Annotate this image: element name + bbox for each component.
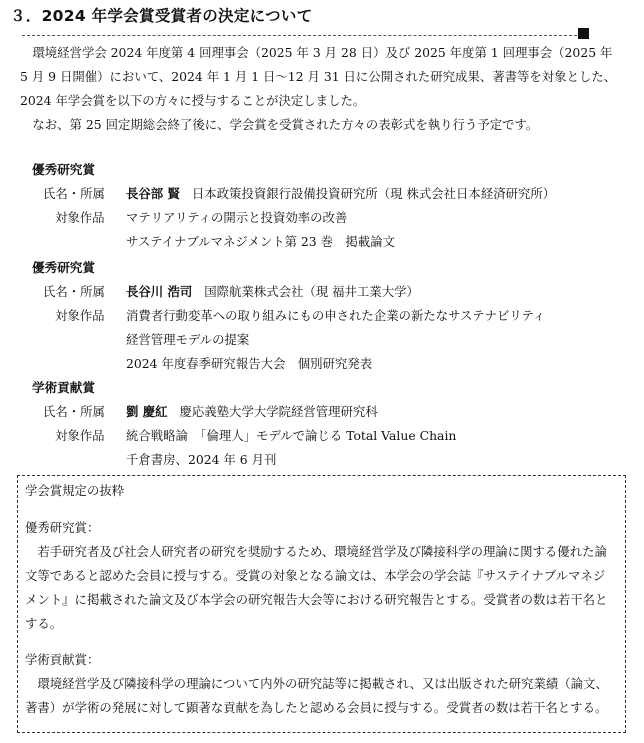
rule-subheading: 学術貢献賞： [25,652,100,667]
intro-text [20,41,622,137]
recipient-name: 長谷部 賢 [126,186,180,201]
work-row [32,424,622,448]
rule-end-square [578,28,589,39]
name-row [32,280,622,304]
award-block [32,376,622,472]
award-title: 優秀研究賞 [32,260,95,275]
recipient-name: 劉 慶紅 [126,404,168,419]
work-line: マテリアリティの開示と投資効率の改善 [126,210,348,225]
name-label: 氏名・所属 [43,284,105,299]
rules-heading: 学会賞規定の抜粋 [25,483,125,498]
name-label: 氏名・所属 [43,404,105,419]
work-line: 消費者行動変革への取り組みにもの申された企業の新たなサステナビリティ [126,308,546,323]
award-title: 学術貢献賞 [32,380,95,395]
section-heading: ３．2024 年学会賞受賞者の決定について [10,7,313,25]
dashed-rule [22,35,577,36]
work-row [32,328,622,352]
work-label: 対象作品 [55,210,105,225]
intro-paragraph-2: なお、第 25 回定期総会終了後に、学会賞を受賞された方々の表彰式を執り行う予定です。 [32,117,539,132]
name-row [32,400,622,424]
work-line: 統合戦略論 「倫理人」モデルで論じる Total Value Chain [126,428,457,443]
work-line: 経営管理モデルの提案 [126,332,250,347]
work-line: サステイナブルマネジメント第 23 巻 掲載論文 [126,234,395,249]
work-label: 対象作品 [55,308,105,323]
work-row [32,352,622,376]
work-label: 対象作品 [55,428,105,443]
work-row [32,448,622,472]
work-row [32,304,622,328]
rules-excerpt-box [17,475,626,733]
recipient-affiliation: 慶応義塾大学大学院経営管理研究科 [179,404,378,419]
rule-subheading: 優秀研究賞： [25,520,100,535]
rule-text: 環境経営学及び隣接科学の理論について内外の研究誌等に掲載され、又は出版された研究業績（論文、著書）が学術の発展に対して顕著な貢献を為したと認める会員に授与する。受賞者の数は若干名とする。 [25,676,608,715]
intro-paragraph-1: 環境経営学会 2024 年度第 4 回理事会（2025 年 3 月 28 日）及び 2025 年度第 1 回理事会（2025 年 5 月 9 日開催）において、2024 年 1 月 1 日〜12 月 31 日に公開された研究成果、著書等を対象とした、2024 年学会賞を以下の方々に授与することが決定しました。 [20,45,617,108]
award-block [32,158,622,254]
name-label: 氏名・所属 [43,186,105,201]
award-block [32,256,622,376]
work-line: 千倉書房、2024 年 6 月刊 [126,452,277,467]
name-row [32,182,622,206]
work-row [32,206,622,230]
recipient-affiliation: 国際航業株式会社（現 福井工業大学） [204,284,419,299]
work-line: 2024 年度春季研究報告大会 個別研究発表 [126,356,373,371]
award-title: 優秀研究賞 [32,162,95,177]
recipient-affiliation: 日本政策投資銀行設備投資研究所（現 株式会社日本経済研究所） [191,186,556,201]
recipient-name: 長谷川 浩司 [126,284,193,299]
rule-text: 若手研究者及び社会人研究者の研究を奨励するため、環境経営学及び隣接科学の理論に関する優れた論文等であると認めた会員に授与する。受賞の対象となる論文は、本学会の学会誌『サステイナブルマネジメント』に掲載された論文及び本学会の研究報告大会等における研究報告とする。受賞者の数は若干名とする。 [25,544,608,631]
work-row [32,230,622,254]
